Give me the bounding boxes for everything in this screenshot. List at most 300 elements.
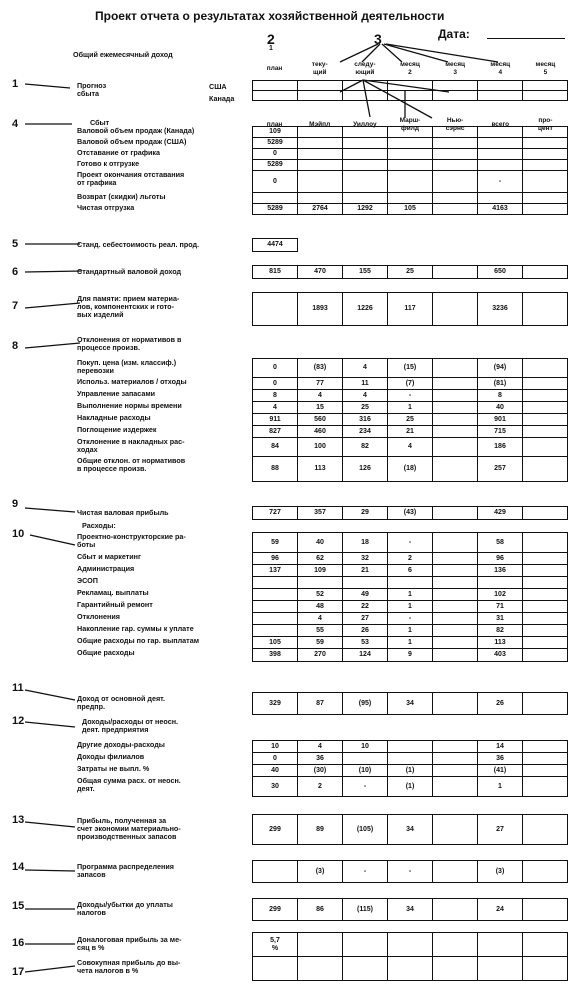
expenses-cell[interactable] (433, 553, 478, 565)
inv-program-cell[interactable] (253, 861, 298, 883)
expenses-cell[interactable]: 270 (298, 649, 343, 662)
deviations-cell[interactable] (433, 426, 478, 438)
expenses-cell[interactable] (523, 625, 568, 637)
sales-cell[interactable] (298, 193, 343, 204)
expenses-cell[interactable]: 2 (388, 553, 433, 565)
expenses-cell[interactable] (298, 577, 343, 589)
deviations-cell[interactable]: 25 (343, 402, 388, 414)
deviations-cell[interactable] (523, 378, 568, 390)
std-gross-cell[interactable]: 470 (298, 266, 343, 279)
sales-cell[interactable] (343, 138, 388, 149)
nonop-cell[interactable]: (41) (478, 765, 523, 777)
pct-month-cell[interactable]: 5,7 % (253, 933, 298, 957)
nonop-cell[interactable]: 40 (253, 765, 298, 777)
deviations-cell[interactable]: 911 (253, 414, 298, 426)
expenses-cell[interactable]: 48 (298, 601, 343, 613)
expenses-cell[interactable] (253, 625, 298, 637)
expenses-cell[interactable] (523, 553, 568, 565)
expenses-cell[interactable]: 26 (343, 625, 388, 637)
deviations-cell[interactable]: 4 (253, 402, 298, 414)
expenses-row-label: Рекламац. выплаты (77, 588, 149, 597)
deviations-cell[interactable] (523, 426, 568, 438)
inv-program-cell[interactable] (433, 861, 478, 883)
nonop-cell[interactable]: 2 (298, 777, 343, 797)
expenses-cell[interactable] (478, 577, 523, 589)
nonop-cell[interactable]: 0 (253, 753, 298, 765)
expenses-cell[interactable]: - (388, 533, 433, 553)
expenses-cell[interactable] (433, 637, 478, 649)
memo-row-label: Для памяти: прием материа- лов, компонентских и гото- вых изделий (77, 294, 180, 319)
deviations-cell[interactable] (523, 457, 568, 482)
pct-month-cell[interactable] (433, 933, 478, 957)
deviations-cell[interactable]: 21 (388, 426, 433, 438)
op-income-cell[interactable]: 329 (253, 693, 298, 715)
net-gross-cell[interactable]: (43) (388, 507, 433, 520)
sales-cell[interactable] (523, 127, 568, 138)
deviations-cell[interactable] (523, 359, 568, 378)
pct-total-cell[interactable] (433, 957, 478, 981)
memo-cell[interactable]: 117 (388, 293, 433, 326)
nonop-cell[interactable] (388, 753, 433, 765)
sales-cell[interactable] (433, 127, 478, 138)
deviations-cell[interactable]: 560 (298, 414, 343, 426)
sales-cell[interactable] (388, 127, 433, 138)
deviations-cell[interactable] (523, 438, 568, 457)
section-marker-15: 15 (12, 900, 25, 912)
sales-cell[interactable] (478, 149, 523, 160)
deviations-cell[interactable]: (94) (478, 359, 523, 378)
month-header-3: месяц 2 (400, 61, 420, 76)
std-gross-cell[interactable]: 155 (343, 266, 388, 279)
expenses-cell[interactable] (388, 577, 433, 589)
table-row (253, 414, 568, 426)
deviations-cell[interactable]: 257 (478, 457, 523, 482)
net-gross-cell[interactable]: 727 (253, 507, 298, 520)
pct-total-cell[interactable] (253, 957, 298, 981)
expenses-cell[interactable]: 137 (253, 565, 298, 577)
nonop-row-label: Доходы филиалов (77, 752, 145, 761)
deviations-cell[interactable]: 88 (253, 457, 298, 482)
expenses-cell[interactable] (433, 577, 478, 589)
memo-cell[interactable] (433, 293, 478, 326)
inv-savings-cell[interactable]: 299 (253, 815, 298, 845)
deviations-cell[interactable]: 234 (343, 426, 388, 438)
sales-cell[interactable] (478, 138, 523, 149)
nonop-cell[interactable]: 10 (343, 741, 388, 753)
table-row (253, 239, 569, 252)
expenses-cell[interactable]: 1 (388, 601, 433, 613)
expenses-cell[interactable]: 96 (253, 553, 298, 565)
std-gross-cell[interactable]: 650 (478, 266, 523, 279)
deviations-cell[interactable] (433, 402, 478, 414)
sales-cell[interactable] (388, 160, 433, 171)
deviations-cell[interactable]: 4 (343, 390, 388, 402)
expenses-cell[interactable] (253, 601, 298, 613)
std-cost-cell[interactable] (298, 239, 343, 252)
std-gross-cell[interactable] (523, 266, 568, 279)
expenses-cell[interactable]: 49 (343, 589, 388, 601)
sales-cell[interactable] (388, 171, 433, 193)
deviations-cell[interactable]: 715 (478, 426, 523, 438)
expenses-cell[interactable]: 102 (478, 589, 523, 601)
table-row (253, 149, 568, 160)
sales-cell[interactable] (433, 160, 478, 171)
expenses-cell[interactable] (253, 613, 298, 625)
sales-cell[interactable]: 105 (388, 204, 433, 215)
pct-month-cell[interactable] (343, 933, 388, 957)
expenses-cell[interactable]: 32 (343, 553, 388, 565)
expenses-cell[interactable]: 31 (478, 613, 523, 625)
expenses-cell[interactable]: 6 (388, 565, 433, 577)
sales-cell[interactable] (523, 171, 568, 193)
expenses-cell[interactable]: 82 (478, 625, 523, 637)
sales-cell[interactable] (523, 204, 568, 215)
deviations-cell[interactable] (433, 414, 478, 426)
pretax-cell[interactable]: 24 (478, 899, 523, 921)
sales-col-header-2: Уиллоу (353, 121, 377, 128)
inv-savings-cell[interactable]: (105) (343, 815, 388, 845)
expenses-cell[interactable]: - (388, 613, 433, 625)
expenses-cell[interactable]: 1 (388, 625, 433, 637)
deviations-cell[interactable]: 15 (298, 402, 343, 414)
section-marker-4: 4 (12, 118, 19, 130)
inv-program-cell[interactable]: (3) (298, 861, 343, 883)
expenses-cell[interactable]: 59 (253, 533, 298, 553)
section-marker-14: 14 (12, 861, 25, 873)
deviations-cell[interactable] (433, 359, 478, 378)
sales-cell[interactable]: 1292 (343, 204, 388, 215)
pct-total-cell[interactable] (388, 957, 433, 981)
memo-cell[interactable]: 1893 (298, 293, 343, 326)
nonop-row-label: Другие доходы-расходы (77, 740, 165, 749)
expenses-table (252, 532, 568, 662)
pretax-cell[interactable] (523, 899, 568, 921)
deviations-cell[interactable]: 1 (388, 402, 433, 414)
expenses-cell[interactable] (523, 533, 568, 553)
pretax-cell[interactable]: (115) (343, 899, 388, 921)
std-cost-cell[interactable] (388, 239, 433, 252)
pct-month-cell[interactable] (523, 933, 568, 957)
sales-cell[interactable] (298, 160, 343, 171)
sales-cell[interactable] (298, 171, 343, 193)
deviations-cell[interactable]: 113 (298, 457, 343, 482)
nonop-cell[interactable]: (30) (298, 765, 343, 777)
expenses-cell[interactable]: 59 (298, 637, 343, 649)
sales-cell[interactable]: 0 (253, 149, 298, 160)
sales-cell[interactable] (478, 127, 523, 138)
expenses-cell[interactable]: 52 (298, 589, 343, 601)
inv-savings-cell[interactable]: 89 (298, 815, 343, 845)
deviations-cell[interactable]: 4 (388, 438, 433, 457)
nonop-cell[interactable] (523, 777, 568, 797)
expenses-cell[interactable]: 9 (388, 649, 433, 662)
pct-total-cell[interactable] (298, 957, 343, 981)
sales-cell[interactable] (343, 149, 388, 160)
nonop-cell[interactable]: (1) (388, 777, 433, 797)
sales-cell[interactable] (478, 160, 523, 171)
nonop-cell[interactable] (343, 753, 388, 765)
deviations-cell[interactable]: (81) (478, 378, 523, 390)
deviations-cell[interactable]: 4 (343, 359, 388, 378)
deviations-cell[interactable] (433, 457, 478, 482)
nonop-cell[interactable] (523, 741, 568, 753)
nonop-cell[interactable]: - (343, 777, 388, 797)
std-gross-cell[interactable]: 25 (388, 266, 433, 279)
net-gross-cell[interactable]: 429 (478, 507, 523, 520)
nonop-row-label: Затраты не выпл. % (77, 764, 150, 773)
expenses-cell[interactable]: 398 (253, 649, 298, 662)
net-gross-cell[interactable] (523, 507, 568, 520)
nonop-cell[interactable]: (10) (343, 765, 388, 777)
pretax-cell[interactable] (433, 899, 478, 921)
sales-cell[interactable] (433, 204, 478, 215)
sales-cell[interactable] (388, 138, 433, 149)
nonop-cell[interactable]: (1) (388, 765, 433, 777)
expenses-cell[interactable] (523, 565, 568, 577)
pct-month-cell[interactable] (388, 933, 433, 957)
deviations-cell[interactable]: 0 (253, 359, 298, 378)
deviations-cell[interactable] (433, 438, 478, 457)
op-income-cell[interactable]: 26 (478, 693, 523, 715)
sales-cell[interactable] (433, 193, 478, 204)
deviations-cell[interactable]: 77 (298, 378, 343, 390)
expenses-cell[interactable]: 62 (298, 553, 343, 565)
expenses-cell[interactable]: 71 (478, 601, 523, 613)
nonop-cell[interactable]: 36 (478, 753, 523, 765)
memo-cell[interactable]: 1226 (343, 293, 388, 326)
expenses-cell[interactable] (523, 613, 568, 625)
std-cost-cell[interactable]: 4474 (253, 239, 298, 252)
forecast-canada-label: Канада (209, 94, 235, 103)
pct-total-cell[interactable] (478, 957, 523, 981)
sales-cell[interactable] (343, 160, 388, 171)
deviations-cell[interactable]: 100 (298, 438, 343, 457)
deviations-cell[interactable]: 25 (388, 414, 433, 426)
deviations-cell[interactable] (523, 402, 568, 414)
deviations-cell[interactable]: 82 (343, 438, 388, 457)
sales-cell[interactable] (343, 171, 388, 193)
deviations-cell[interactable]: 901 (478, 414, 523, 426)
sales-cell[interactable] (298, 127, 343, 138)
pct-month-cell[interactable] (298, 933, 343, 957)
expenses-cell[interactable] (433, 649, 478, 662)
expenses-cell[interactable]: 21 (343, 565, 388, 577)
sales-cell[interactable]: 2764 (298, 204, 343, 215)
std-cost-cell[interactable] (478, 239, 523, 252)
expenses-cell[interactable]: 113 (478, 637, 523, 649)
expenses-cell[interactable] (523, 589, 568, 601)
sales-cell[interactable] (298, 149, 343, 160)
expenses-cell[interactable]: 1 (388, 589, 433, 601)
sales-cell[interactable] (253, 193, 298, 204)
expenses-cell[interactable]: 53 (343, 637, 388, 649)
nonop-cell[interactable] (388, 741, 433, 753)
sales-cell[interactable] (388, 149, 433, 160)
expenses-cell[interactable]: 18 (343, 533, 388, 553)
expenses-cell[interactable] (343, 577, 388, 589)
sales-cell[interactable]: 4163 (478, 204, 523, 215)
expenses-cell[interactable] (433, 601, 478, 613)
deviations-cell[interactable]: 4 (298, 390, 343, 402)
nonop-cell[interactable] (523, 753, 568, 765)
deviations-cell[interactable]: (18) (388, 457, 433, 482)
expenses-cell[interactable] (523, 601, 568, 613)
expenses-cell[interactable]: 124 (343, 649, 388, 662)
deviations-cell[interactable]: 460 (298, 426, 343, 438)
inv-program-cell[interactable]: - (343, 861, 388, 883)
memo-cell[interactable] (253, 293, 298, 326)
expenses-cell[interactable] (523, 637, 568, 649)
nonop-label: Доходы/расходы от неосн. деят. предприятия (82, 717, 179, 734)
expenses-cell[interactable]: 22 (343, 601, 388, 613)
op-income-cell[interactable]: 87 (298, 693, 343, 715)
expenses-cell[interactable] (433, 613, 478, 625)
pct-total-cell[interactable] (343, 957, 388, 981)
nonop-cell[interactable] (523, 765, 568, 777)
section-marker-13: 13 (12, 814, 25, 826)
deviations-cell[interactable]: 84 (253, 438, 298, 457)
deviations-table (252, 358, 568, 482)
net-gross-cell[interactable] (433, 507, 478, 520)
section-marker-9: 9 (12, 498, 19, 510)
inv-savings-cell[interactable]: 27 (478, 815, 523, 845)
sales-cell[interactable]: 5289 (253, 138, 298, 149)
expenses-cell[interactable]: 55 (298, 625, 343, 637)
table-row (253, 601, 568, 613)
op-income-cell[interactable]: (95) (343, 693, 388, 715)
pretax-cell[interactable]: 34 (388, 899, 433, 921)
deviations-cell[interactable] (433, 378, 478, 390)
nonop-cell[interactable] (433, 753, 478, 765)
deviations-cell[interactable]: 40 (478, 402, 523, 414)
expenses-cell[interactable]: 403 (478, 649, 523, 662)
sales-cell[interactable]: 0 (253, 171, 298, 193)
expenses-cell[interactable]: 136 (478, 565, 523, 577)
sales-cell[interactable] (343, 127, 388, 138)
expenses-cell[interactable] (253, 577, 298, 589)
std-gross-cell[interactable]: 815 (253, 266, 298, 279)
nonop-cell[interactable] (433, 765, 478, 777)
deviations-cell[interactable]: 316 (343, 414, 388, 426)
section-marker-17: 17 (12, 966, 25, 978)
sales-cell[interactable] (523, 160, 568, 171)
sales-cell[interactable] (388, 193, 433, 204)
deviations-cell[interactable]: 827 (253, 426, 298, 438)
net-gross-cell[interactable]: 29 (343, 507, 388, 520)
expenses-cell[interactable] (523, 649, 568, 662)
pct-total-cell[interactable] (523, 957, 568, 981)
std-cost-cell[interactable] (433, 239, 478, 252)
deviations-cell[interactable]: 11 (343, 378, 388, 390)
deviations-cell[interactable]: 126 (343, 457, 388, 482)
std-cost-cell[interactable] (343, 239, 388, 252)
std-gross-cell[interactable] (433, 266, 478, 279)
expenses-cell[interactable] (433, 565, 478, 577)
nonop-cell[interactable]: 10 (253, 741, 298, 753)
sales-cell[interactable] (433, 171, 478, 193)
expenses-row-label: Гарантийный ремонт (77, 600, 153, 609)
expenses-cell[interactable]: 1 (388, 637, 433, 649)
pretax-cell[interactable]: 299 (253, 899, 298, 921)
expenses-cell[interactable] (433, 533, 478, 553)
expenses-label: Расходы: (82, 521, 116, 530)
sales-cell[interactable]: 109 (253, 127, 298, 138)
expenses-cell[interactable]: 105 (253, 637, 298, 649)
sales-cell[interactable] (523, 149, 568, 160)
pct-month-cell[interactable] (478, 933, 523, 957)
net-gross-table (252, 506, 568, 520)
deviations-cell[interactable] (523, 414, 568, 426)
inv-program-cell[interactable]: (3) (478, 861, 523, 883)
deviations-cell[interactable] (523, 390, 568, 402)
memo-cell[interactable]: 3236 (478, 293, 523, 326)
deviations-cell[interactable]: (83) (298, 359, 343, 378)
deviations-cell[interactable]: 0 (253, 378, 298, 390)
std-cost-cell[interactable] (523, 239, 568, 252)
deviations-cell[interactable]: 8 (478, 390, 523, 402)
sales-cell[interactable] (478, 193, 523, 204)
nonop-cell[interactable] (433, 777, 478, 797)
table-row (253, 565, 568, 577)
deviations-cell[interactable]: (15) (388, 359, 433, 378)
memo-cell[interactable] (523, 293, 568, 326)
table-row (253, 507, 568, 520)
nonop-cell[interactable]: 4 (298, 741, 343, 753)
deviations-cell[interactable]: 186 (478, 438, 523, 457)
expenses-cell[interactable]: 96 (478, 553, 523, 565)
sales-cell[interactable] (343, 193, 388, 204)
deviations-cell[interactable]: (7) (388, 378, 433, 390)
sales-cell[interactable] (523, 138, 568, 149)
net-gross-cell[interactable]: 357 (298, 507, 343, 520)
expenses-cell[interactable]: 109 (298, 565, 343, 577)
deviations-cell[interactable]: - (388, 390, 433, 402)
sales-cell[interactable]: - (478, 171, 523, 193)
nonop-cell[interactable]: 30 (253, 777, 298, 797)
expenses-cell[interactable]: 4 (298, 613, 343, 625)
nonop-cell[interactable]: 1 (478, 777, 523, 797)
inv-savings-cell[interactable] (523, 815, 568, 845)
nonop-cell[interactable]: 14 (478, 741, 523, 753)
deviations-cell[interactable] (433, 390, 478, 402)
sales-cell[interactable] (298, 138, 343, 149)
nonop-cell[interactable] (433, 741, 478, 753)
sales-cell[interactable]: 5289 (253, 160, 298, 171)
expenses-cell[interactable] (523, 577, 568, 589)
inv-savings-cell[interactable]: 34 (388, 815, 433, 845)
pretax-cell[interactable]: 86 (298, 899, 343, 921)
sales-cell[interactable] (523, 193, 568, 204)
expenses-cell[interactable] (253, 589, 298, 601)
inv-program-cell[interactable]: - (388, 861, 433, 883)
op-income-cell[interactable] (523, 693, 568, 715)
sales-cell[interactable]: 5289 (253, 204, 298, 215)
expenses-cell[interactable]: 58 (478, 533, 523, 553)
inv-savings-cell[interactable] (433, 815, 478, 845)
op-income-cell[interactable] (433, 693, 478, 715)
deviations-cell[interactable]: 8 (253, 390, 298, 402)
expenses-cell[interactable] (433, 625, 478, 637)
table-row (253, 589, 568, 601)
expenses-cell[interactable]: 40 (298, 533, 343, 553)
op-income-cell[interactable]: 34 (388, 693, 433, 715)
sales-cell[interactable] (433, 149, 478, 160)
sales-cell[interactable] (433, 138, 478, 149)
expenses-cell[interactable] (433, 589, 478, 601)
nonop-cell[interactable]: 36 (298, 753, 343, 765)
inv-program-cell[interactable] (523, 861, 568, 883)
expenses-cell[interactable]: 27 (343, 613, 388, 625)
